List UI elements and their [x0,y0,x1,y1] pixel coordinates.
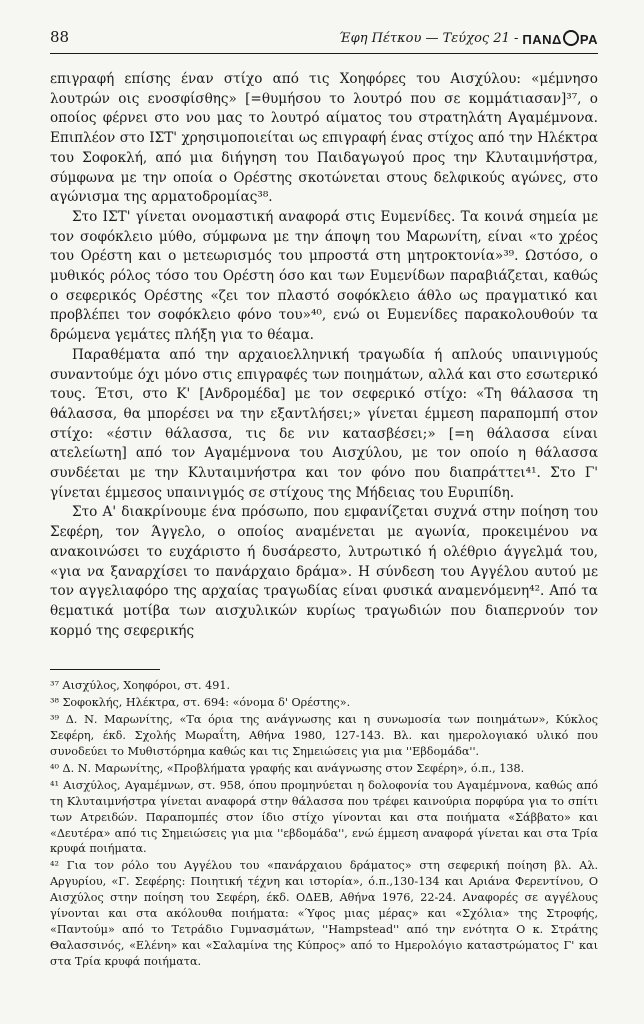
logo-text-right: ΡΑ [579,32,598,47]
footnotes [50,678,598,969]
paragraph: Στο ΙΣΤ' γίνεται ονομαστική αναφορά στις Ευμενίδες. Τα κοινά σημεία με τον σοφόκλειο μύθο, σύμφωνα με την άποψη του Μαρωνίτη, είναι «το χρέος του Ορέστη και ο μετεωρισμός του μπροστά στη μητροκτονία»³⁹. Ωστόσο, ο μυθικός ρόλος τόσο του Ορέστη όσο και των Ευμενίδων παραβιάζεται, καθώς ο σεφερικός Ορέστης «ζει τον πλαστό σοφόκλειο άθλο ως πραγματικό και προβλέπει τον σοφόκλειο φόνο του»⁴⁰, ενώ οι Ευμενίδες παρακολουθούν τα δρώμενα γεμάτες πλήξη για το θέαμα. [50,208,598,344]
footnote: ³⁹ Δ. Ν. Μαρωνίτης, «Τα όρια της ανάγνωσης και η συνωμοσία των ποιημάτων», Κύκλος Σεφέρη, έκδ. Σχολής Μωραΐτη, Αθήνα 1980, 127-143. Βλ. και ημερολογιακό υλικό που συνοδεύει το Μυθιστόρημα καθώς και τις Σημειώσεις για μια ''Εβδομάδα''. [50,713,598,759]
journal-logo [522,30,598,47]
footnote: ⁴¹ Αισχύλος, Αγαμέμνων, στ. 958, όπου προμηνύεται η δολοφονία του Αγαμέμνονα, καθώς από τη Κλυταιμνήστρα γίνεται αναφορά στην θάλασσα που τρέφει καινούρια πορφύρα για το σπίτι των Ατρειδών. Παραπομπές στον ίδιο στίχο γίνονται και στα ποιήματα «Σάββατο» και «Δευτέρα» από τις Σημειώσεις για μια ''εβδομάδα'', ενώ έμμεση αναφορά γίνεται και στα Τρία κρυφά ποιήματα. [50,778,598,856]
footnote: ⁴⁰ Δ. Ν. Μαρωνίτης, «Προβλήματα γραφής και ανάγνωσης στον Σεφέρη», ό.π., 138. [50,761,525,775]
footnote-rule [50,669,160,670]
header-rule [50,53,598,54]
logo-circle-icon [563,30,579,46]
running-title: Έφη Πέτκου — Τεύχος 21 - [338,31,519,46]
running-header [50,28,598,47]
paragraph: Παραθέματα από την αρχαιοελληνική τραγωδία ή απλούς υπαινιγμούς συναντούμε όχι μόνο στις επιγραφές των ποιημάτων, αλλά και στο εσωτερικό τους. Έτσι, στο Κ' [Ανδρομέδα] με τον σεφερικό στίχο: «Τη θάλασσα τη θάλασσα, θα μπορέσει να την εξαντλήσει;» γίνεται έμμεση παραπομπή στον στίχο: «έστιν θάλασσα, τις δε νιν κατασβέσει;» [=η θάλασσα είναι ατελείωτη] από τον Αγαμέμνονα του Αισχύλου, με τον οποίο η θάλασσα συνδέεται με την Κλυταιμνήστρα και τον φόνο που διαπράττει⁴¹. Στο Γ' γίνεται έμμεσος υπαινιγμός σε στίχους της Μήδειας του Ευριπίδη. [50,346,598,501]
page-number: 88 [50,28,70,46]
footnote: ⁴² Για τον ρόλο του Αγγέλου του «πανάρχαιου δράματος» στη σεφερική ποίηση βλ. Αλ. Αργυρίου, «Γ. Σεφέρης: Ποιητική τέχνη και ιστορία», ό.π.,130-134 και Αριάνα Φερεντίνου, Ο Αισχύλος στην ποίηση του Σεφέρη, έκδ. ΟΔΕΒ, Αθήνα 1976, 22-24. Αναφορές σε αγγέλους γίνονται και στα ακόλουθα ποιήματα: «Ύφος μιας μέρας» και «Σχόλια» της Στροφής, «Παντούμ» από το Τετράδιο Γυμνασμάτων, ''Hampstead'' από την ενότητα Ο κ. Στράτης Θαλασσινός, «Ελένη» και «Σαλαμίνα της Κύπρος» από το Ημερολόγιο καταστρώματος Γ' και στα Τρία κρυφά ποιήματα. [50,859,598,968]
footnote: ³⁷ Αισχύλος, Χοηφόροι, στ. 491. [50,679,231,693]
paragraph: Στο Α' διακρίνουμε ένα πρόσωπο, που εμφανίζεται συχνά στην ποίηση του Σεφέρη, τον Άγγελο, ο οποίος αναμένεται με αγωνία, προκειμένου να ανακοινώσει το ευχάριστο ή δυσάρεστο, λυτρωτικό ή ολέθριο άγγελμά του, «για να ξαναρχίσει το πανάρχαιο δράμα». Η σύνδεση του Αγγέλου αυτού με τον αγγελιαφόρο της αρχαίας τραγωδίας είναι φυσικά αναμενόμενη⁴². Από τα θεματικά μοτίβα των αισχυλικών κυρίως τραγωδιών που διαπερνούν τον κορμό της σεφερικής [50,504,598,639]
footnote: ³⁸ Σοφοκλής, Ηλέκτρα, στ. 694: «όνομα δ' Ορέστης». [50,696,351,710]
main-text [50,70,598,641]
paragraph: επιγραφή επίσης έναν στίχο από τις Χοηφόρες του Αισχύλου: «μέμνησο λουτρών οις ενοσφίσθης» [=θυμήσου το λουτρό που σε κομμάτιασαν]³⁷, ο οποίος φέρνει στο νου μας το λουτρό αίματος του στρατηλάτη Αγαμέμνονα. Επιπλέον στο ΙΣΤ' χρησιμοποιείται ως επιγραφή ένας στίχος από την Ηλέκτρα του Σοφοκλή, από μια διήγηση του Παιδαγωγού προς την Κλυταιμνήστρα, σύμφωνα με την οποία ο Ορέστης σκοτώνεται στους δελφικούς αγώνες, στο αγώνισμα της αρματοδρομίας³⁸. [50,71,598,206]
running-title-group [339,30,598,47]
logo-text-left: ΠΑΝΔ [522,32,562,47]
